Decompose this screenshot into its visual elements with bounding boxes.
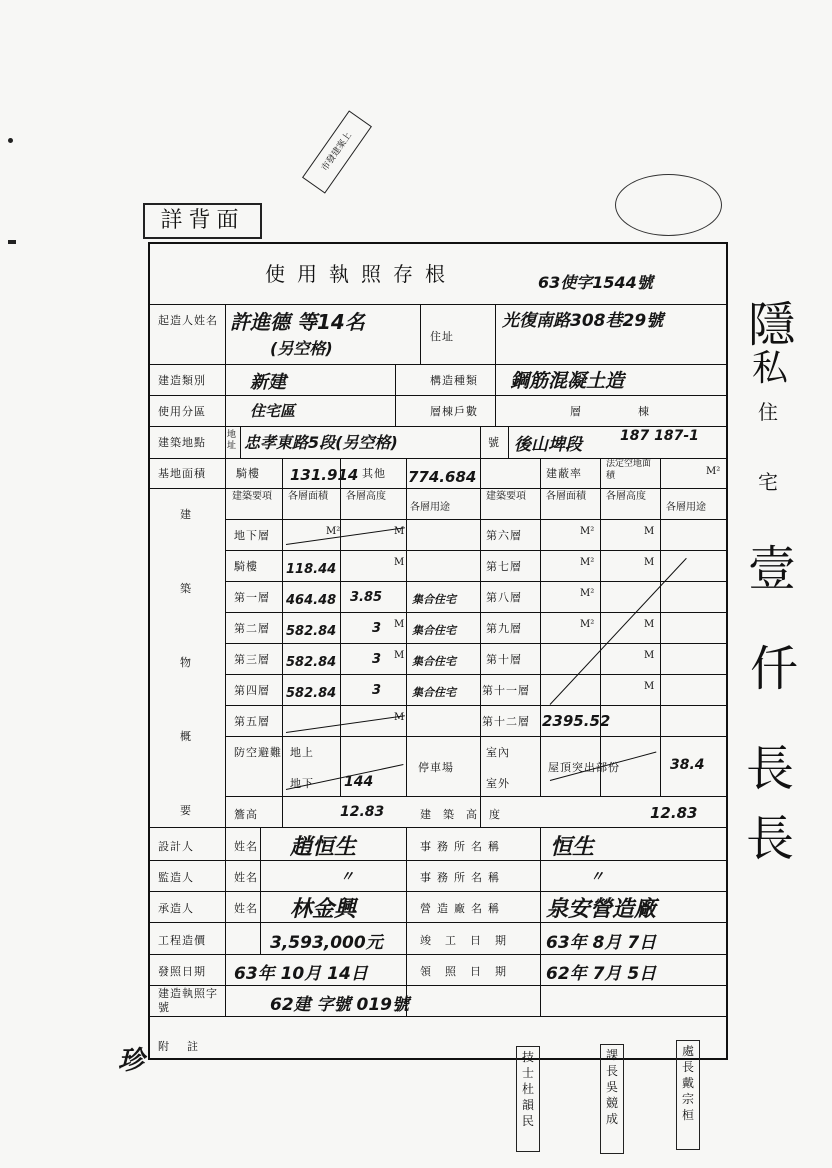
unit-m: M (394, 712, 405, 723)
margin-handwriting: 珍 (118, 1046, 145, 1076)
above-ground-label: 地上 (290, 746, 314, 759)
technician-stamp: 技士杜韻民 (516, 1046, 540, 1152)
address-label: 住址 (430, 330, 454, 343)
unit-m2: M² (580, 588, 595, 599)
floors-unit: 層 (570, 405, 581, 418)
floor-use: 集合住宅 (412, 593, 456, 606)
remarks-label: 附註 (158, 1040, 216, 1053)
issue-date-value: 63年 10月 14日 (234, 964, 368, 984)
supervisor-label: 監造人 (158, 871, 194, 884)
floor-name: 第八層 (486, 591, 522, 604)
floor-area: 464.48 (286, 593, 337, 608)
corner-label: 詳背面 (143, 203, 262, 239)
permit-value: 62建 字號 019號 (270, 995, 409, 1015)
indoor-label: 室內 (486, 746, 510, 759)
below-ground-value: 144 (344, 774, 374, 790)
builder-name-label: 起造人姓名 (158, 314, 218, 327)
contractor-name: 林金興 (290, 897, 357, 922)
license-number: 63使字1544號 (538, 273, 653, 292)
builder-name-note: (另空格) (270, 339, 333, 358)
form-title: 使用執照存根 (265, 262, 457, 286)
structure: 鋼筋混凝土造 (510, 370, 625, 392)
lot-section: 後山埤段 (514, 435, 582, 455)
unit-m: M (644, 681, 655, 692)
outdoor-label: 室外 (486, 777, 510, 790)
completion-label: 竣工日期 (420, 934, 520, 947)
designer-label: 設計人 (158, 840, 194, 853)
building-type: 新建 (250, 372, 286, 393)
floor-use: 集合住宅 (412, 624, 456, 637)
side-char: 壹 (748, 541, 797, 597)
floor-area: 582.84 (286, 624, 337, 639)
supervisor-name: 〃 (340, 869, 354, 885)
floor-area: 582.84 (286, 655, 337, 670)
office-label: 事務所名稱 (420, 840, 505, 853)
supervisor-office: 〃 (590, 869, 604, 885)
floor-name: 第九層 (486, 622, 522, 635)
structure-label: 構造種類 (430, 374, 478, 387)
receive-date-label: 領照日期 (420, 965, 520, 978)
building-type-label: 建造類別 (158, 374, 206, 387)
floor-name: 第二層 (234, 622, 270, 635)
receive-date-value: 62年 7月 5日 (546, 964, 657, 984)
unit-m: M (644, 619, 655, 630)
unit-m: M (394, 557, 405, 568)
unit-m: M (644, 557, 655, 568)
floor-name: 第十層 (486, 653, 522, 666)
building-height-value: 12.83 (650, 804, 698, 822)
director-stamp: 處長戴宗桓 (676, 1040, 700, 1150)
side-char: 仟 (750, 641, 799, 697)
side-char: 宅 (758, 470, 778, 494)
floor-area: 118.44 (286, 562, 337, 577)
col-header: 各層高度 (606, 491, 646, 502)
floor-height: 3.85 (350, 590, 383, 605)
site-area-label: 基地面積 (158, 467, 206, 480)
unit-m: M (394, 526, 405, 537)
floor-name: 第三層 (234, 653, 270, 666)
floor-name: 第六層 (486, 529, 522, 542)
name-label: 姓名 (234, 840, 258, 853)
coverage-label: 建蔽率 (546, 467, 582, 480)
roof-protrusion-label: 屋頂突出部份 (548, 761, 620, 774)
col-header: 建築要項 (232, 491, 272, 502)
margin-speck (8, 240, 16, 244)
side-char: 私 (752, 348, 789, 389)
floor-name: 第五層 (234, 715, 270, 728)
side-label: 概 (180, 730, 192, 743)
col-header: 建築要項 (486, 491, 526, 502)
use-zone: 住宅區 (250, 402, 296, 420)
site-address: 忠孝東路5段(另空格) (244, 433, 398, 452)
floor-name: 第十一層 (482, 684, 530, 697)
floor-height: 3 (372, 652, 382, 667)
floor-height: 3 (372, 621, 382, 636)
designer-office: 恒生 (550, 835, 595, 860)
side-label: 要 (180, 804, 192, 817)
civil-defense-label: 防空避難 (234, 746, 282, 759)
license-stub-form (148, 242, 728, 1060)
arcade-label: 騎樓 (236, 467, 260, 480)
col-header: 各層用途 (666, 502, 706, 513)
side-label: 物 (180, 656, 192, 669)
roof-protrusion-value: 38.4 (670, 757, 705, 773)
cost-label: 工程造價 (158, 934, 206, 947)
unit-m: M (644, 526, 655, 537)
margin-speck (8, 138, 13, 143)
buildings-unit: 棟 (638, 405, 649, 418)
legal-open-label: 法定空地面積 (606, 459, 652, 481)
contractor-label: 承造人 (158, 902, 194, 915)
unit-m: M (394, 650, 405, 661)
arcade-area: 131.914 (290, 466, 359, 484)
col-header: 各層面積 (288, 491, 328, 502)
building-height-label: 建築高度 (420, 808, 512, 821)
builder-name: 許進德 等14名 (230, 310, 365, 334)
unit-m: M (644, 650, 655, 661)
permit-label: 建造執照字號 (158, 987, 218, 1014)
other-label: 其他 (362, 467, 386, 480)
side-char: 長 (746, 741, 795, 797)
below-ground-label: 地下 (290, 777, 314, 790)
floor-height: 3 (372, 683, 382, 698)
section-chief-stamp: 課長吳競成 (600, 1044, 624, 1154)
designer-name: 趙恒生 (290, 835, 357, 860)
unit-m2: M² (706, 466, 721, 477)
unit-m2: M² (580, 619, 595, 630)
diagonal-stamp: 市發建案上 (302, 110, 372, 193)
floor-name: 第十二層 (482, 715, 530, 728)
completion-value: 63年 8月 7日 (546, 933, 657, 953)
unit-m2: M² (580, 526, 595, 537)
eaves-label: 簷高 (234, 808, 258, 821)
office-label: 事務所名稱 (420, 871, 505, 884)
floor-name: 騎樓 (234, 560, 258, 573)
col-header: 各層面積 (546, 491, 586, 502)
floor-name: 第一層 (234, 591, 270, 604)
side-label: 築 (180, 582, 192, 595)
unit-m2: M² (580, 557, 595, 568)
address: 光復南路308巷29號 (502, 311, 664, 331)
floor-name: 第四層 (234, 684, 270, 697)
floor-use: 集合住宅 (412, 655, 456, 668)
side-char: 隱 (748, 297, 797, 353)
issue-date-label: 發照日期 (158, 965, 206, 978)
name-label: 姓名 (234, 902, 258, 915)
unit-m: M (394, 619, 405, 630)
floors-label: 層棟戶數 (430, 405, 478, 418)
floor-area: 2395.52 (542, 712, 611, 730)
col-header: 各層高度 (346, 491, 386, 502)
site-sublabel: 地址 (227, 430, 237, 451)
unit-m2: M² (326, 526, 341, 537)
lot-number: 187 187-1 (620, 428, 699, 444)
side-char: 長 (746, 811, 795, 867)
name-label: 姓名 (234, 871, 258, 884)
use-zone-label: 使用分區 (158, 405, 206, 418)
site-label: 建築地點 (158, 436, 206, 449)
contractor-firm: 泉安營造廠 (546, 897, 657, 922)
floor-use: 集合住宅 (412, 686, 456, 699)
lot-label: 號 (488, 436, 500, 449)
eaves-value: 12.83 (340, 804, 385, 820)
cost-value: 3,593,000元 (270, 933, 383, 953)
side-char: 住 (758, 400, 778, 424)
floor-area: 582.84 (286, 686, 337, 701)
firm-label: 營造廠名稱 (420, 902, 505, 915)
side-label: 建 (180, 508, 192, 521)
col-header: 各層用途 (410, 502, 450, 513)
other-area: 774.684 (408, 468, 477, 486)
floor-name: 地下層 (234, 529, 270, 542)
parking-label: 停車場 (418, 761, 454, 774)
floor-name: 第七層 (486, 560, 522, 573)
department-seal (495, 182, 725, 228)
